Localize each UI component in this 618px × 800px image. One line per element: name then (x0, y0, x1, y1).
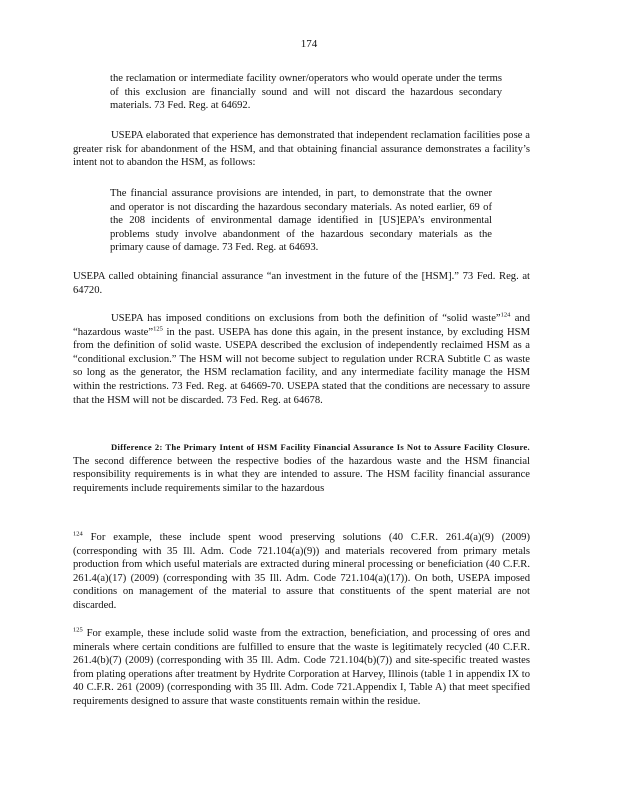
paragraph-1: USEPA elaborated that experience has demonstrated that independent reclamation facilities pose a greater risk for abandonment of the HSM, and that obtaining financial assurance demonstrates a facility’s intent not to abandon the HSM, as follows: (73, 130, 530, 169)
paragraph-4-text: The second difference between the respective bodies of the hazardous waste and the HSM financial responsibility requirements is in what they are intended to assure. The HSM facility financial assurance requirements include requirements similar to the hazardous (73, 455, 530, 494)
footnote-125 (73, 627, 530, 709)
footnote-ref-125[interactable]: 125 (153, 325, 163, 333)
paragraph-2: USEPA called obtaining financial assurance “an investment in the future of the [HSM].” 73 Fed. Reg. at 64720. (73, 271, 530, 296)
block-quote-2: The financial assurance provisions are intended, in part, to demonstrate that the owner and operator is not discarding the hazardous secondary materials. As noted earlier, 69 of the 208 incidents of environmental damage identified in [US]EPA’s environmental problems study involve abandonment of the hazardous secondary materials as the primary cause of damage. 73 Fed. Reg. at 64693. (110, 188, 492, 254)
footnote-number: 124 (73, 530, 83, 538)
paragraph-3-text-c: in the past. USEPA has done this again, in the present instance, by excluding HSM from the definition of solid waste. USEPA described the exclusion of independently reclaimed HSM as a “conditional exclusion.” The HSM will not become subject to regulation under RCRA Subtitle C as waste so long as the generator, the HSM reclamation facility, and any intermediate facility manage the HSM within the restrictions. 73 Fed. Reg. at 64669-70. USEPA stated that the conditions are necessary to assure that the HSM will not be discarded. 73 Fed. Reg. at 64678. (73, 326, 530, 406)
footnote-ref-124[interactable]: 124 (500, 311, 511, 319)
paragraph-3 (73, 312, 530, 407)
paragraph-3-text-a: USEPA has imposed conditions on exclusions from both the definition of “solid waste” (111, 313, 501, 324)
footnote-number: 125 (73, 626, 83, 634)
block-quote-1: the reclamation or intermediate facility owner/operators who would operate under the terms of this exclusion are financially sound and will not discard the hazardous secondary materials. 73 Fed. Reg. at 64692. (110, 73, 502, 112)
footnote-text: For example, these include solid waste from the extraction, beneficiation, and processing of ores and minerals where certain conditions are fulfilled to ensure that the waste is legitimately recycled (40 C.F.R. 261.4(b)(7) (2009) (corresponding with 35 Ill. Adm. Code 721.104(b)(7)) and site-specific treated wastes from plating operations after treatment by Hydrite Corporation at Harvey, Illinois (table 1 in appendix IX to 40 C.F.R. 261 (2009) (corresponding with 35 Ill. Adm. Code 721.Appendix I, Table A) that meet specified requirements designed to assure that waste constituents remain within the residue. (73, 628, 530, 707)
page-number: 174 (300, 38, 318, 50)
footnote-124 (73, 531, 530, 613)
paragraph-3-text-b: and “hazardous waste” (73, 313, 530, 338)
paragraph-4 (73, 441, 530, 495)
section-heading: Difference 2: The Primary Intent of HSM Facility Financial Assurance Is Not to Assure Facility Closure. (111, 442, 530, 452)
footnote-text: For example, these include spent wood preserving solutions (40 C.F.R. 261.4(a)(9) (2009) (corresponding with 35 Ill. Adm. Code 721.104(a)(9)) and materials recovered from primary metals production from which useful materials are extracted during mineral processing or beneficiation (40 C.F.R. 261.4(a)(17) (2009) (corresponding with 35 Ill. Adm. Code 721.104(a)(17)). On both, USEPA imposed conditions on management of the material to assure that constituents of the spent material are not discarded. (73, 532, 530, 611)
